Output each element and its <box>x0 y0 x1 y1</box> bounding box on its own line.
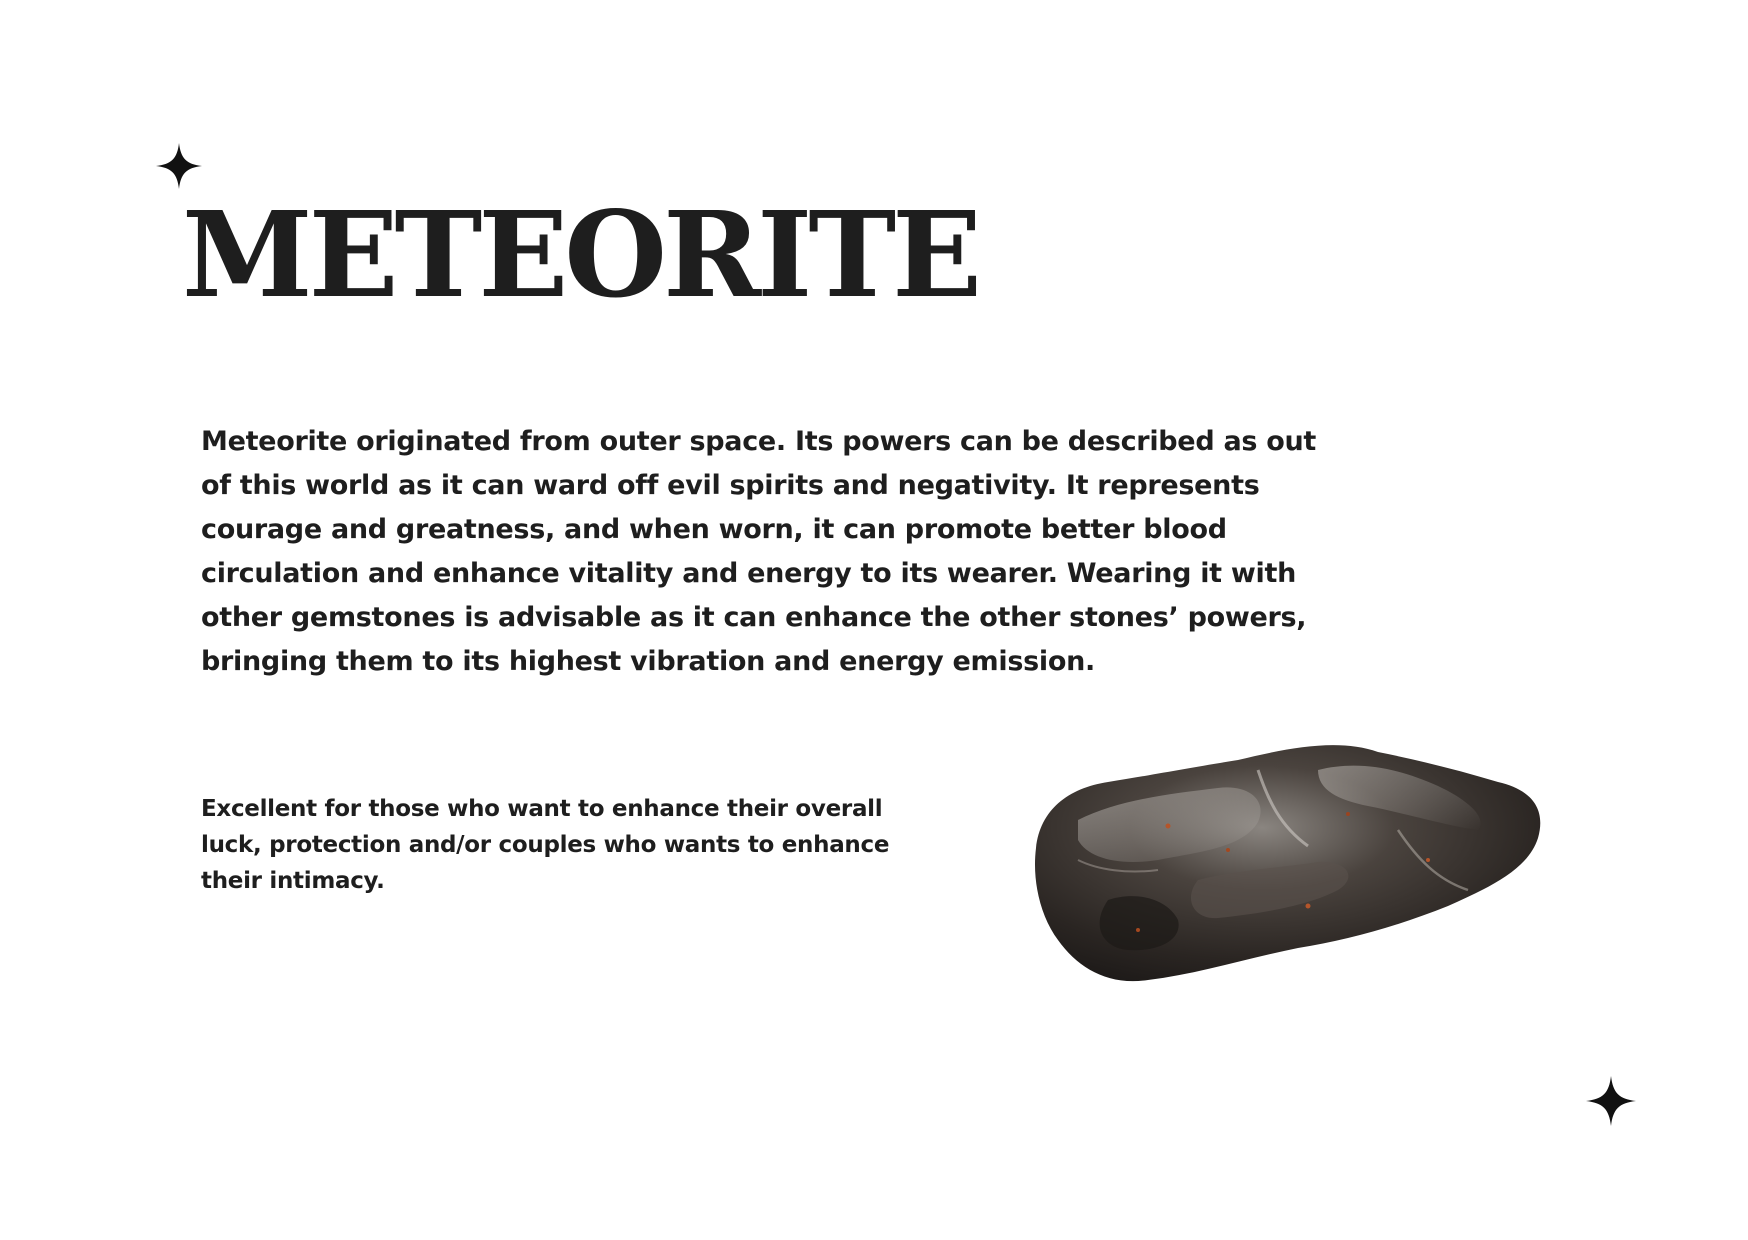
usage-note: Excellent for those who want to enhance their overall luck, protection and/or couples who wants to enhance their intimacy. <box>201 796 890 894</box>
page-title: METEORITE <box>182 185 979 324</box>
meteorite-image <box>1018 730 1548 1000</box>
sparkle-icon <box>156 143 202 189</box>
sparkle-icon <box>1586 1076 1636 1126</box>
intro-paragraph: Meteorite originated from outer space. Its powers can be described as out of this world as it can ward off evil spirits and negativity. It represents courage and greatness, and when worn, it can promote better blood circulation and enhance vitality and energy to its wearer. Wearing it with other gemstones is advisable as it can enhance the other stones’ powers, bringing them to its highest vibration and energy emission. <box>201 426 1317 677</box>
